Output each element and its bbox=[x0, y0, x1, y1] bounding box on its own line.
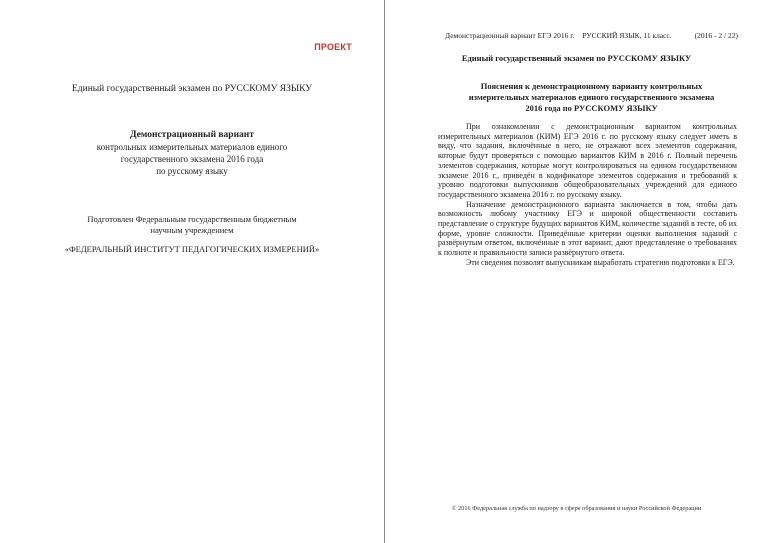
prepared-line: Подготовлен Федеральным государственным бюджетным bbox=[87, 214, 297, 224]
exam-title: Единый государственный экзамен по РУССКОМУ ЯЗЫКУ bbox=[71, 84, 312, 94]
paragraph: При ознакомлении с демонстрационным вариантом контрольных измерительных материалов (КИМ) ЕГЭ 2016 г. по русскому языку следует иметь в виду, что задания, включённые в него, не отражают всех элементов содержания, которые будут проверяться с помощью вариантов КИМ в 2016 г. Полный перечень элементов содержания, которые могут контролироваться на едином государственном экзамене 2016 г., приведён в кодификаторе элементов содержания и требований к уровню подготовки выпускников общеобразовательных учреждений для единого государственного экзамена 2016 г. по русскому языку. bbox=[438, 122, 737, 199]
demo-line: контрольных измерительных материалов единого bbox=[96, 142, 288, 152]
explanation-title bbox=[445, 81, 738, 114]
running-header bbox=[445, 31, 738, 40]
explanation-title-line: измерительных материалов единого государственного экзамена bbox=[468, 92, 715, 102]
demo-variant-block bbox=[40, 129, 344, 177]
explanation-title-line: 2016 года по РУССКОМУ ЯЗЫКУ bbox=[525, 103, 658, 113]
explanation-page bbox=[385, 0, 768, 543]
prepared-by bbox=[40, 214, 344, 236]
copyright-footer: © 2016 Федеральная служба по надзору в сфере образования и науки Российской Федерации bbox=[451, 505, 702, 512]
paragraph: Назначение демонстрационного варианта заключается в том, чтобы дать возможность любому участнику ЕГЭ и широкой общественности составить представление о структуре будущих вариантов КИМ, количестве заданий в тесте, об их форме, уровне сложности. Приведённые критерии оценки выполнения заданий с развёрнутым ответом, включённые в этот вариант, дают представление о требованиях к полноте и правильности записи развёрнутого ответа. bbox=[438, 199, 737, 258]
header-page-number: (2016 - 2 / 22) bbox=[694, 31, 738, 40]
paragraph: Эти сведения позволят выпускникам выработать стратегию подготовки к ЕГЭ. bbox=[466, 257, 735, 267]
institute-name: «ФЕДЕРАЛЬНЫЙ ИНСТИТУТ ПЕДАГОГИЧЕСКИХ ИЗМЕРЕНИЙ» bbox=[64, 244, 320, 254]
explanation-title-line: Пояснения к демонстрационному варианту контрольных bbox=[480, 81, 703, 91]
demo-line: по русскому языку bbox=[156, 166, 228, 176]
explanation-body bbox=[438, 122, 737, 268]
header-variant: Демонстрационный вариант ЕГЭ 2016 г. bbox=[445, 31, 575, 40]
demo-line: государственного экзамена 2016 года bbox=[120, 154, 264, 164]
header-subject: РУССКИЙ ЯЗЫК, 11 класс. bbox=[582, 31, 672, 40]
exam-title: Единый государственный экзамен по РУССКОМУ ЯЗЫКУ bbox=[461, 53, 692, 63]
prepared-line: научным учреждением bbox=[150, 225, 234, 235]
draft-stamp: ПРОЕКТ bbox=[314, 42, 352, 52]
demo-variant-title: Демонстрационный вариант bbox=[130, 130, 254, 140]
